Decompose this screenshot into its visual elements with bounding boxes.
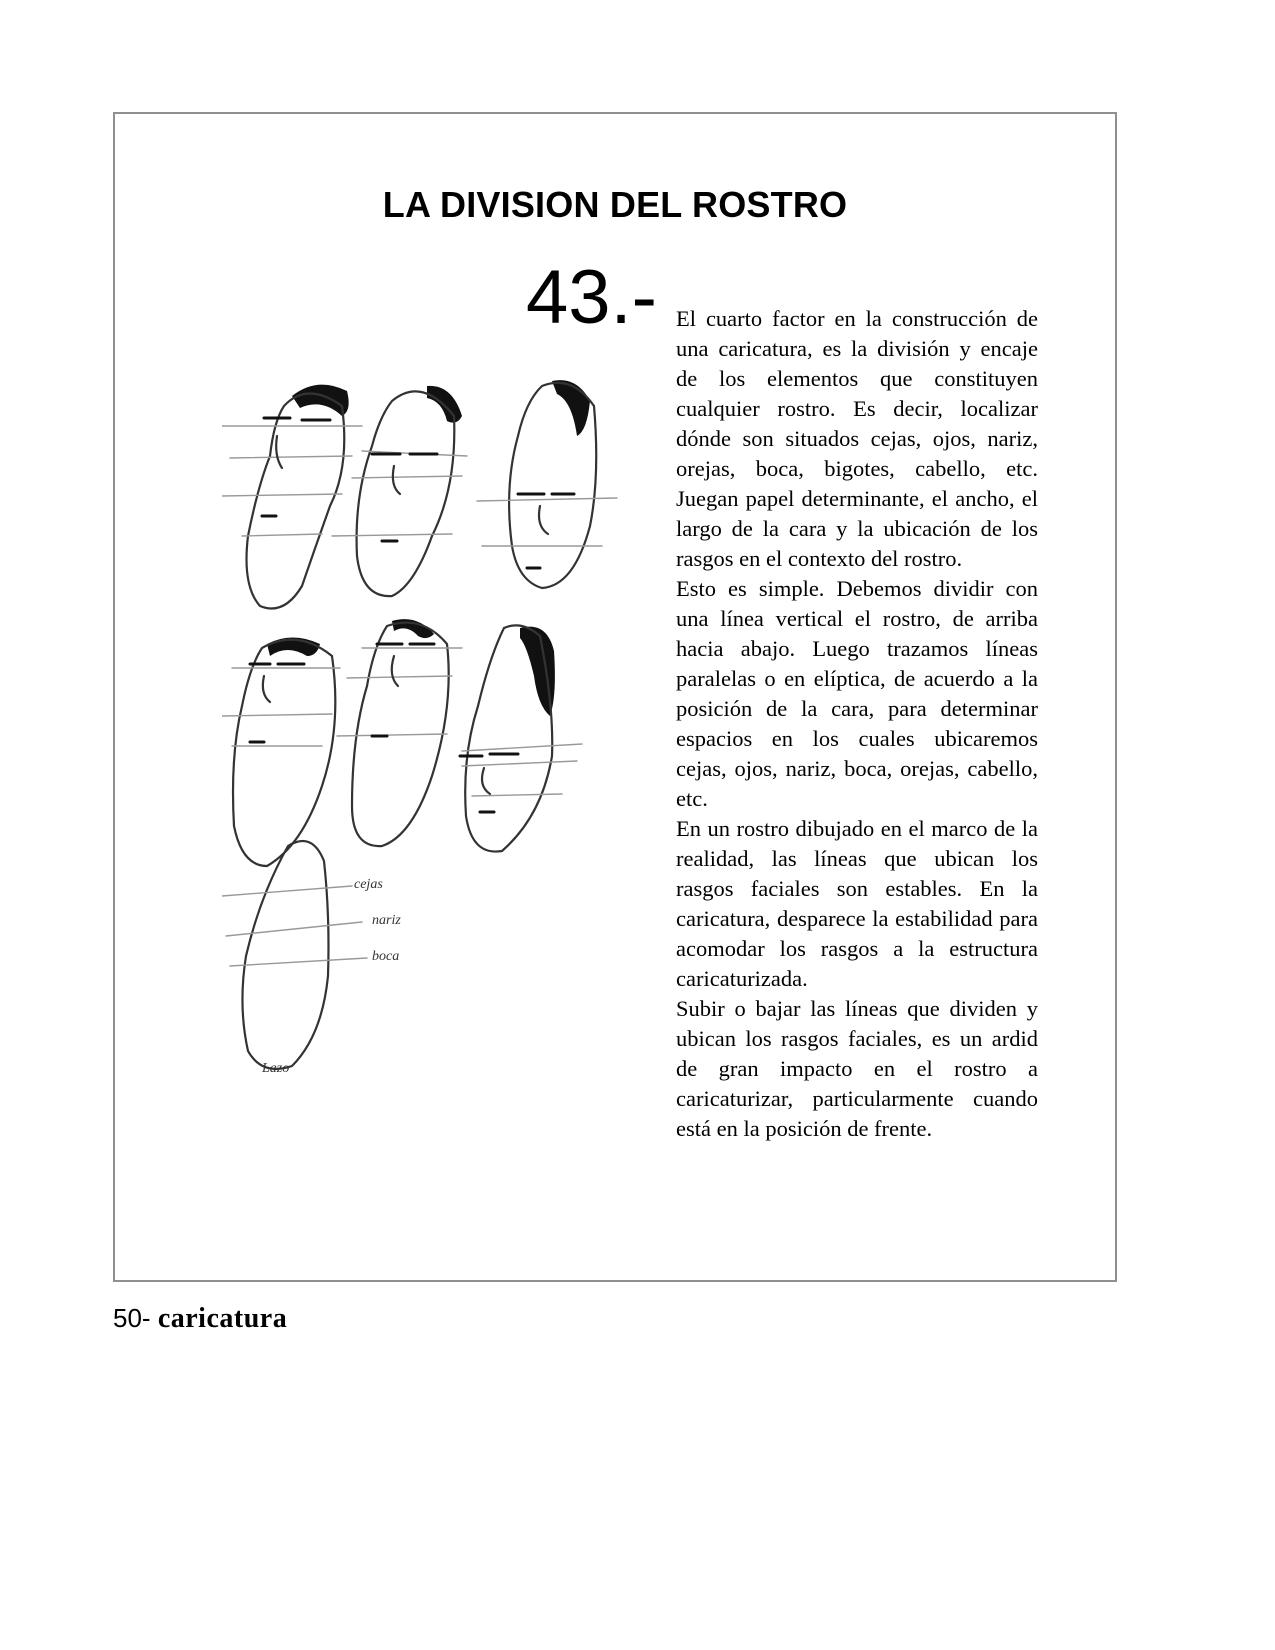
artist-signature: Lazo (262, 1061, 290, 1076)
label-nariz: nariz (372, 913, 401, 928)
paragraph-2: Esto es simple. Debemos dividir con una línea vertical el rostro, de arriba hacia abajo. Luego trazamos líneas paralelas o en elíptica, de acuerdo a la posición de la cara, para determinar espacios en los cuales ubicaremos cejas, ojos, nariz, boca, orejas, cabello, etc. (676, 576, 1038, 811)
label-boca: boca (372, 949, 400, 964)
body-text (676, 304, 1038, 1144)
page-footer (113, 1303, 287, 1335)
caricature-face-6 (460, 625, 582, 851)
caricature-face-2 (332, 386, 467, 596)
section-number: 43.- (526, 255, 657, 340)
page-title: LA DIVISION DEL ROSTRO (382, 184, 848, 225)
caricature-face-5 (337, 619, 462, 846)
paragraph-3: En un rostro dibujado en el marco de la realidad, las líneas que ubican los rasgos faciales son estables. En la caricatura, desparece la estabilidad para acomodar los rasgos a la estructura caricaturizada. (676, 816, 1038, 991)
label-cejas: cejas (354, 877, 383, 892)
caricature-face-7 (222, 841, 401, 1076)
caricature-face-4 (222, 638, 340, 867)
caricature-face-3 (477, 380, 617, 588)
face-division-illustration (222, 376, 632, 1136)
paragraph-4: Subir o bajar las líneas que dividen y ubican los rasgos faciales, es un ardid de gran impacto en el rostro a caricaturizar, particularmente cuando está en la posición de frente. (676, 996, 1038, 1141)
paragraph-1: El cuarto factor en la construcción de una caricatura, es la división y encaje de los elementos que constituyen cualquier rostro. Es decir, localizar dónde son situados cejas, ojos, nariz, orejas, boca, bigotes, cabello, etc. Juegan papel determinante, el ancho, el largo de la cara y la ubicación de los rasgos en el contexto del rostro. (676, 306, 1038, 571)
page-number: 50- (113, 1303, 151, 1333)
book-title: caricatura (157, 1303, 288, 1334)
caricature-face-1 (222, 385, 362, 609)
